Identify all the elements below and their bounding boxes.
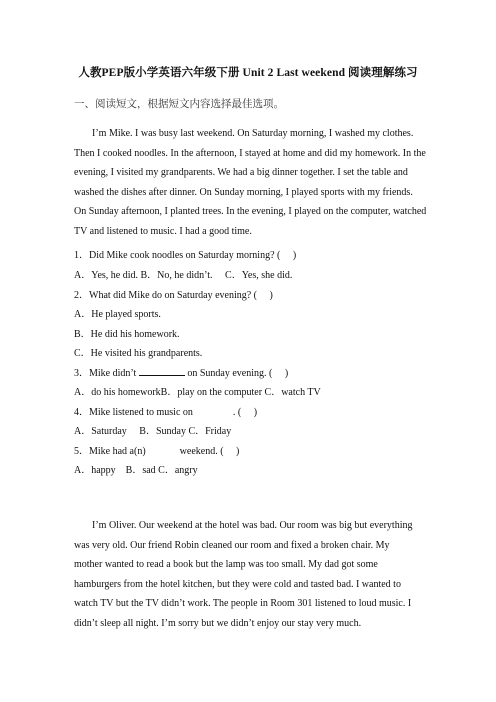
passage-line: mother wanted to read a book but the lamp was too small. My dad got some (74, 559, 378, 570)
answer-blank[interactable] (139, 366, 185, 376)
passage-line: was very old. Our friend Robin cleaned our room and fixed a broken chair. My (74, 539, 390, 551)
reading-passage-1 (74, 124, 426, 241)
question-5 (74, 442, 239, 457)
question-3 (74, 364, 288, 379)
passage-line: TV and listened to music. I had a good time. (74, 225, 252, 237)
question-4-text-end: . ( ) (232, 407, 258, 418)
question-1: 1．Did Mike cook noodles on Saturday morning? ( ) (74, 250, 297, 261)
document-title: 人教PEP版小学英语六年级下册 Unit 2 Last weekend 阅读理解练习 (78, 67, 418, 79)
passage-line: washed the dishes after dinner. On Sunday morning, I played sports with my friends. (74, 186, 413, 198)
reading-passage-2 (74, 516, 426, 633)
question-2-option-a: A．He played sports. (74, 309, 161, 320)
question-1-options: A．Yes, he did. B．No, he didn’t. C．Yes, she did. (74, 270, 293, 281)
question-2: 2．What did Mike do on Saturday evening? ( ) (74, 290, 273, 301)
passage-line: On Sunday afternoon, I planted trees. In the evening, I played on the computer, watched (74, 206, 427, 217)
passage-line: didn’t sleep all night. I’m sorry but we didn’t enjoy our stay very much. (74, 617, 362, 629)
question-5-text-start: 5．Mike had a(n) (74, 446, 146, 457)
question-5-text-end: weekend. ( ) (179, 446, 240, 457)
question-3-text-end: on Sunday evening. ( ) (184, 368, 289, 379)
passage-line: watch TV but the TV didn’t work. The people in Room 301 listened to loud music. I (74, 598, 412, 609)
question-2-option-c: C．He visited his grandparents. (74, 348, 203, 359)
question-4 (74, 403, 257, 418)
question-4-text-start: 4．Mike listened to music on (74, 407, 193, 418)
passage-line: I’m Oliver. Our weekend at the hotel was bad. Our room was big but everything (92, 520, 413, 531)
passage-line: Then I cooked noodles. In the afternoon, I stayed at home and did my homework. In the (74, 147, 426, 159)
question-3-options: A．do his homeworkB．play on the computer C．watch TV (74, 387, 321, 398)
section-heading: 一、阅读短文，根据短文内容选择最佳选项。 (74, 99, 284, 110)
passage-line: I’m Mike. I was busy last weekend. On Saturday morning, I washed my clothes. (92, 128, 414, 139)
question-5-options: A．happy B．sad C．angry (74, 465, 198, 476)
passage-line: evening, I visited my grandparents. We had a big dinner together. I set the table and (74, 167, 408, 178)
question-2-option-b: B．He did his homework. (74, 329, 180, 340)
passage-line: hamburgers from the hotel kitchen, but they were cold and tasted bad. I wanted to (74, 578, 401, 590)
question-3-text-start: 3．Mike didn’t (74, 368, 139, 379)
question-4-options: A．Saturday B．Sunday C．Friday (74, 426, 232, 437)
